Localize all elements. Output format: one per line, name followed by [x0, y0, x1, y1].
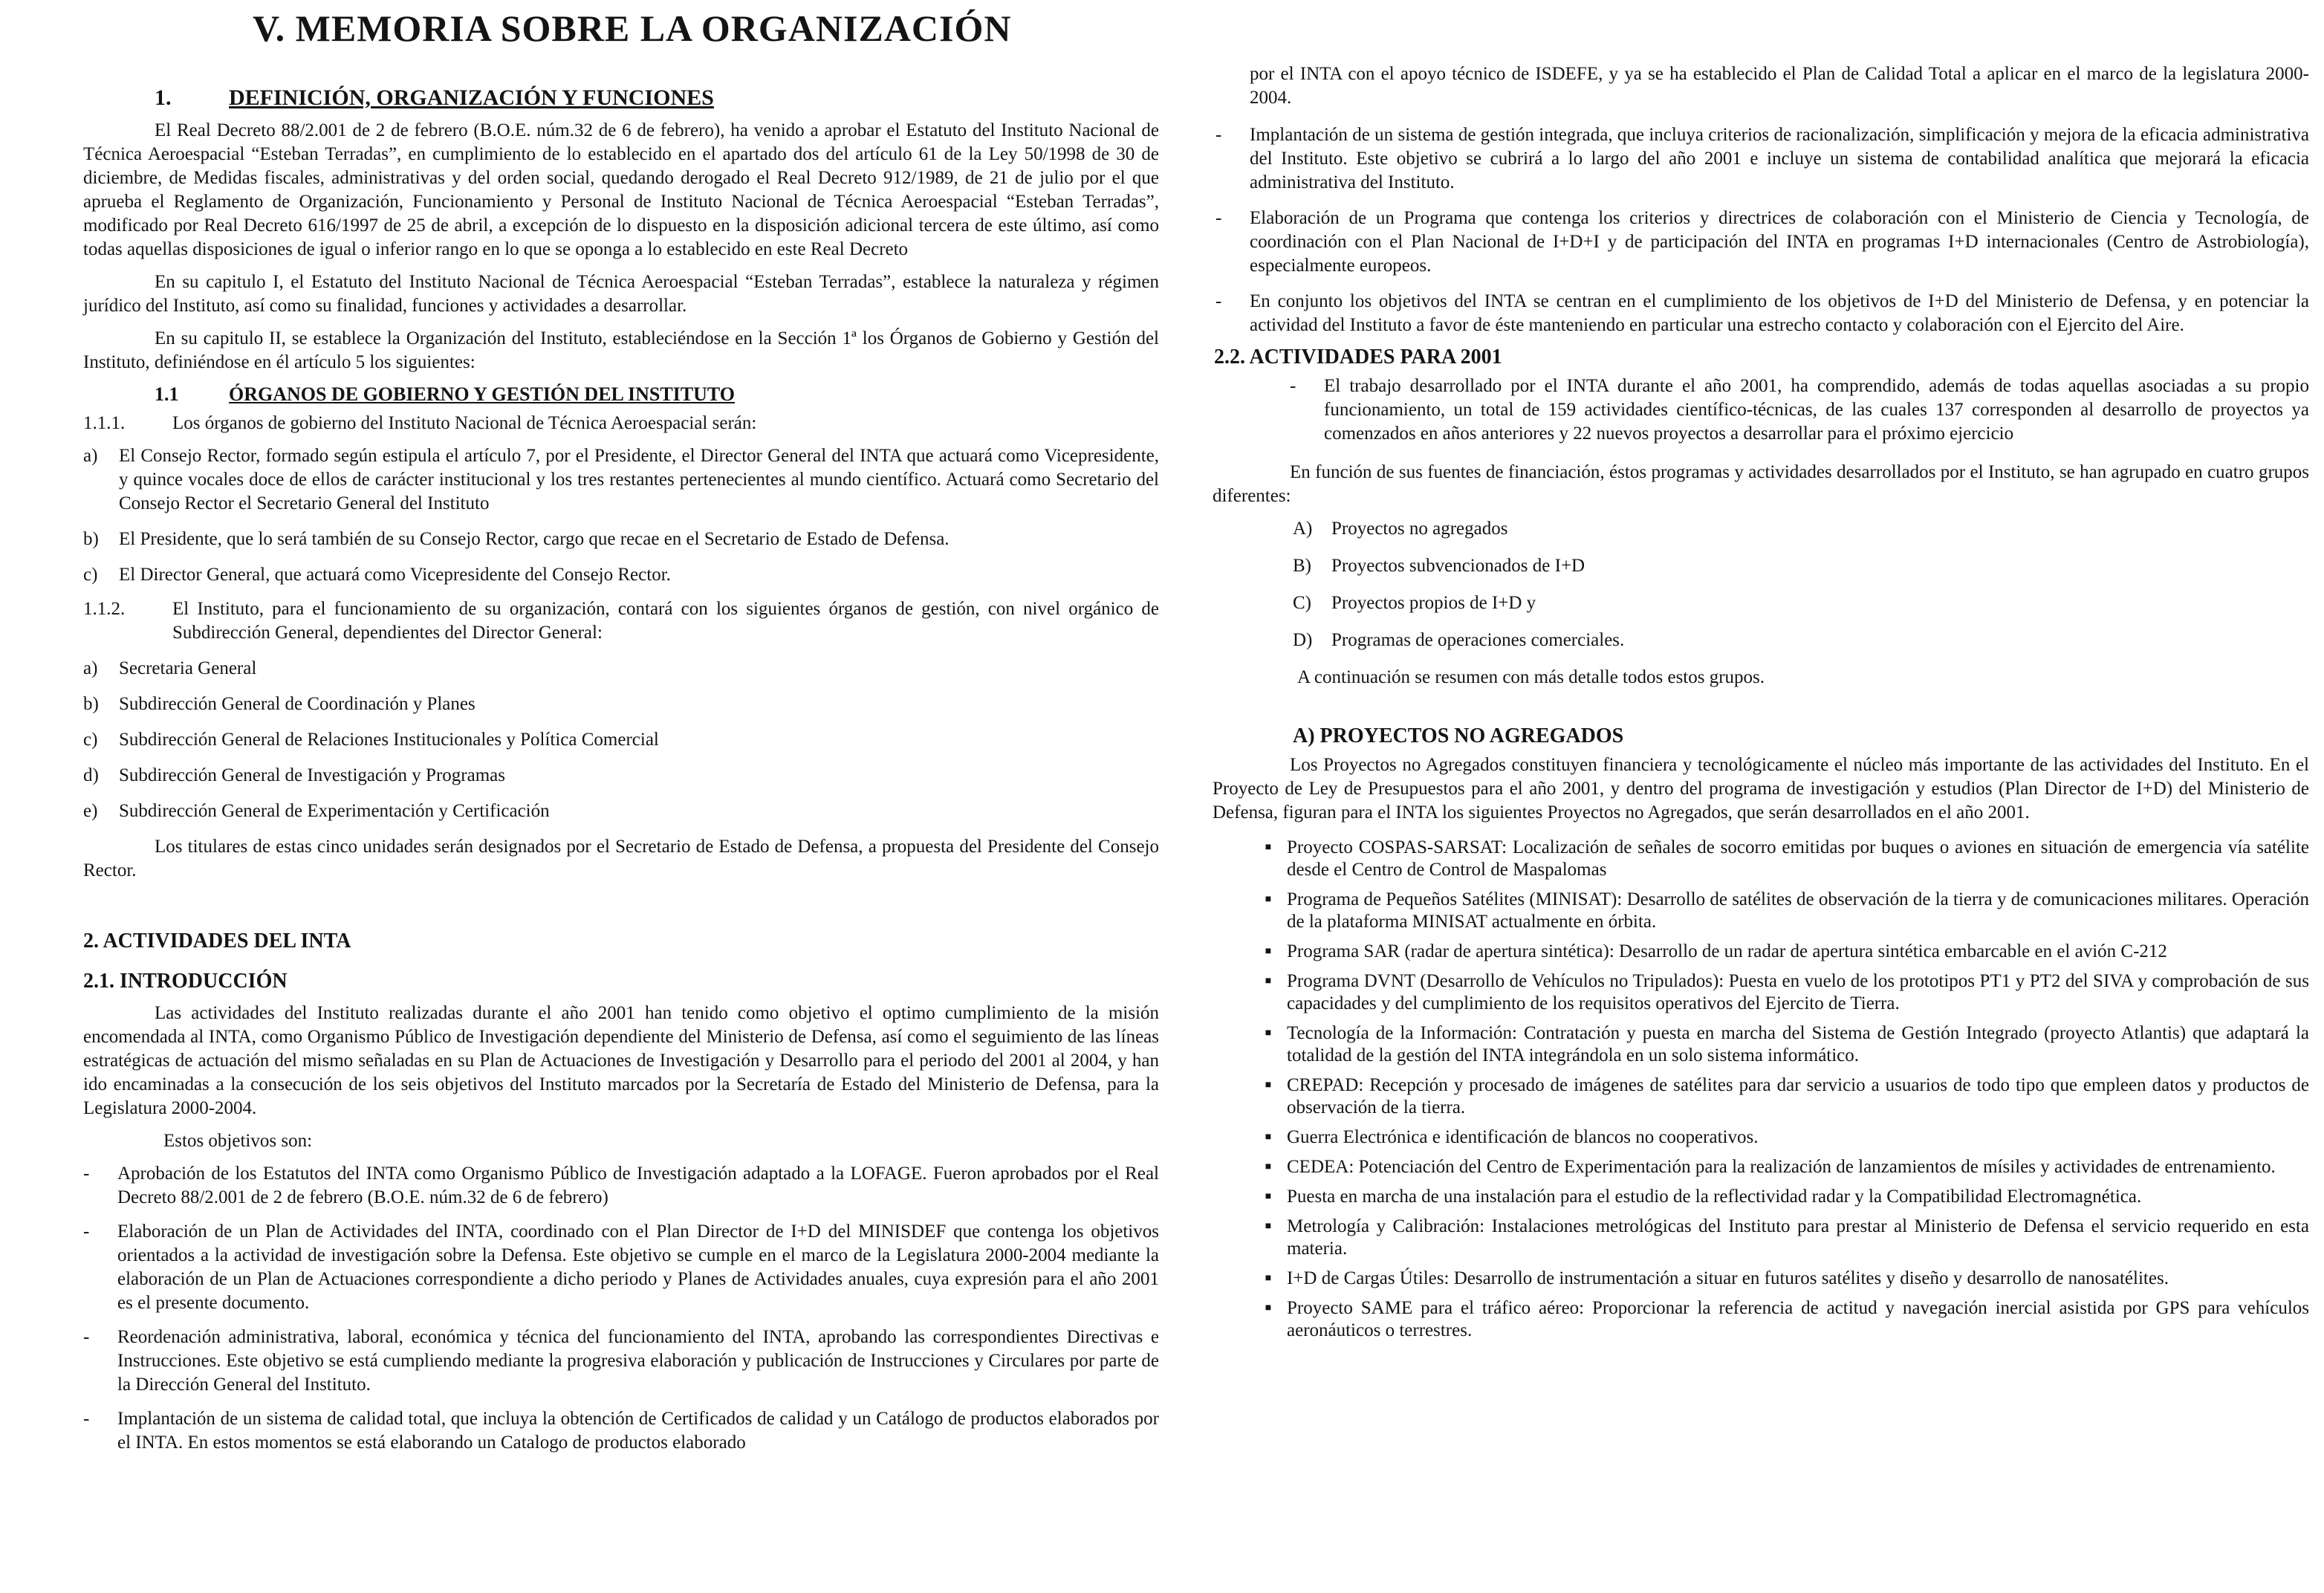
bullet-icon: ■	[1265, 1028, 1272, 1039]
group-marker: C)	[1293, 593, 1311, 613]
project-list-item	[1215, 837, 2309, 881]
list-item-mgmt-c	[83, 728, 1159, 752]
dash-marker: -	[1215, 291, 1222, 311]
activities-item	[1215, 374, 2309, 446]
objective-text: por el INTA con el apoyo técnico de ISDEFE, y ya se ha establecido el Plan de Calidad Total a aplicar en el marco de la legislatura 2000-2004.	[1250, 64, 2309, 108]
objective-item	[83, 1162, 1159, 1210]
bullet-icon: ■	[1265, 1191, 1272, 1202]
list-marker: d)	[83, 765, 99, 785]
list-item-mgmt-a	[83, 657, 1159, 681]
project-list-item	[1215, 1074, 2309, 1119]
right-column	[1215, 0, 2309, 1349]
bullet-icon: ■	[1265, 894, 1272, 905]
list-item-mgmt-e	[83, 799, 1159, 823]
group-text: Programas de operaciones comerciales.	[1331, 630, 1625, 650]
objective-item	[1215, 123, 2309, 195]
clause-1-1-2	[83, 597, 1159, 645]
project-list-item	[1215, 1216, 2309, 1260]
group-marker: A)	[1293, 519, 1313, 539]
left-column	[83, 0, 1159, 1455]
project-list-item	[1215, 970, 2309, 1015]
bullet-icon: ■	[1265, 976, 1272, 987]
paragraph-objectives-lead: Estos objetivos son:	[163, 1131, 313, 1151]
objective-text: Reordenación administrativa, laboral, económica y técnica del funcionamiento del INTA, aprobando las correspondientes Directivas e Instrucciones. Este objetivo se está cumpliendo mediante la progresiva elaboración y publicación de Instrucciones y Circulares por parte de la Dirección General del Instituto.	[117, 1327, 1159, 1395]
dash-marker: -	[1215, 208, 1222, 228]
project-text: CEDEA: Potenciación del Centro de Experimentación para la realización de lanzamientos de mísiles y actividades de entrenamiento.	[1287, 1157, 2276, 1177]
page-title: V. MEMORIA SOBRE LA ORGANIZACIÓN	[253, 7, 1012, 49]
bullet-icon: ■	[1265, 1302, 1272, 1314]
dash-marker: -	[1290, 376, 1296, 396]
project-text: Guerra Electrónica e identificación de blancos no cooperativos.	[1287, 1127, 1759, 1147]
paragraph-decree: El Real Decreto 88/2.001 de 2 de febrero (B.O.E. núm.32 de 6 de febrero), ha venido a aprobar el Estatuto del Instituto Nacional de Técnica Aeroespacial “Esteban Terradas”, en cumplimiento de lo establecido en el apartado dos del artículo 61 de la Ley 50/1998 de 30 de diciembre, de Medidas fiscales, administrativas y del orden social, quedando derogado el Real Decreto 912/1989, de 21 de julio por el que aprueba el Reglamento de Organización, Funcionamiento y Personal de Instituto Nacional de Técnica Aeroespacial “Esteban Terradas”, modificado por Real Decreto 616/1997 de 25 de abril, a excepción de lo dispuesto en la disposición adicional tercera de este último, así como todas aquellas disposiciones de igual o inferior rango en lo que se oponga a lo establecido en este Real Decreto	[83, 120, 1159, 259]
paragraph-chapter-1: En su capitulo I, el Estatuto del Instituto Nacional de Técnica Aeroespacial “Esteban Terradas”, establece la naturaleza y régimen jurídico del Instituto, así como su finalidad, funciones y actividades a desarrollar.	[83, 272, 1159, 316]
list-text: Subdirección General de Experimentación y Certificación	[119, 801, 550, 821]
project-text: Proyecto COSPAS-SARSAT: Localización de señales de socorro emitidas por buques o aviones en situación de emergencia vía satélite desde el Centro de Control de Maspalomas	[1287, 837, 2309, 880]
subsection-1-1-heading	[83, 382, 1159, 407]
list-marker: c)	[83, 730, 98, 750]
project-text: Programa DVNT (Desarrollo de Vehículos no Tripulados): Puesta en vuelo de los prototipos PT1 y PT2 del SIVA y comprobación de sus capacidades y del cumplimiento de los requisitos operativos del Ejercito de Tierra.	[1287, 971, 2309, 1013]
activities-text: El trabajo desarrollado por el INTA durante el año 2001, ha comprendido, además de todas aquellas asociadas a su propio funcionamiento, un total de 159 actividades científico-técnicas, de las cuales 137 corresponden al desarrollo de proyectos ya comenzados en años anteriores y 22 nuevos proyectos a desarrollar para el próximo ejercicio	[1324, 376, 2309, 444]
paragraph-projects-intro: Los Proyectos no Agregados constituyen financiera y tecnológicamente el núcleo más importante de las actividades del Instituto. En el Proyecto de Ley de Presupuestos para el año 2001, y dentro del programa de investigación y estudios (Plan Director de I+D) del Ministerio de Defensa, figuran para el INTA los siguientes Proyectos no Agregados, que serán desarrollados en el año 2001.	[1213, 755, 2309, 823]
clause-text: Los órganos de gobierno del Instituto Nacional de Técnica Aeroespacial serán:	[172, 413, 757, 433]
list-item-mgmt-d	[83, 764, 1159, 788]
project-list-item	[1215, 1297, 2309, 1342]
section-1-heading	[83, 83, 1159, 113]
bullet-icon: ■	[1265, 1161, 1272, 1172]
group-a-heading: A) PROYECTOS NO AGREGADOS	[1293, 724, 1624, 747]
objective-item	[1215, 207, 2309, 278]
list-marker: e)	[83, 801, 98, 821]
group-item-c	[1215, 591, 2309, 615]
list-marker: a)	[83, 446, 98, 466]
project-text: CREPAD: Recepción y procesado de imágenes de satélites para dar servicio a usuarios de todo tipo que empleen datos y productos de observación de la tierra.	[1287, 1075, 2309, 1117]
objective-text: En conjunto los objetivos del INTA se centran en el cumplimiento de los objetivos de I+D del Ministerio de Defensa, y en potenciar la actividad del Instituto a favor de éste manteniendo en particular una estrecho contacto y colaboración con el Ejercito del Aire.	[1250, 291, 2309, 335]
subsection-2-1-heading: 2.1. INTRODUCCIÓN	[83, 970, 288, 993]
objective-text: Elaboración de un Programa que contenga los criterios y directrices de colaboración con el Ministerio de Ciencia y Tecnología, de coordinación con el Plan Nacional de I+D+I y de participación del INTA en programas I+D internacionales (Centro de Astrobiología), especialmente europeos.	[1250, 208, 2309, 276]
group-item-a	[1215, 517, 2309, 541]
project-list-item	[1215, 1126, 2309, 1149]
bullet-icon: ■	[1265, 1221, 1272, 1232]
dash-marker: -	[1215, 125, 1222, 145]
section-2-heading: 2. ACTIVIDADES DEL INTA	[83, 929, 351, 953]
list-text: Subdirección General de Coordinación y Planes	[119, 694, 475, 714]
project-text: Metrología y Calibración: Instalaciones metrológicas del Instituto para prestar al Ministerio de Defensa el servicio requerido en esta materia.	[1287, 1216, 2309, 1259]
paragraph-intro: Las actividades del Instituto realizadas durante el año 2001 han tenido como objetivo el optimo cumplimiento de la misión encomendada al INTA, como Organismo Público de Investigación dependiente del Ministerio de Defensa, así como el seguimiento de las líneas estratégicas de actuación del mismo señaladas en su Plan de Actuaciones de Investigación y Desarrollo para el periodo del 2001 al 2004, y han ido encaminadas a la consecución de los seis objetivos del Instituto marcados por la Secretaría de Estado del Ministerio de Defensa, para la Legislatura 2000-2004.	[83, 1003, 1159, 1118]
group-marker: B)	[1293, 556, 1311, 576]
subsection-2-2-heading: 2.2. ACTIVIDADES PARA 2001	[1214, 345, 1502, 369]
list-marker: a)	[83, 658, 98, 678]
paragraph-summary: A continuación se resumen con más detalle todos estos grupos.	[1297, 667, 1765, 687]
list-marker: b)	[83, 529, 99, 549]
group-text: Proyectos no agregados	[1331, 519, 1508, 539]
section-1-title: DEFINICIÓN, ORGANIZACIÓN Y FUNCIONES	[229, 85, 714, 110]
list-text: El Director General, que actuará como Vicepresidente del Consejo Rector.	[119, 565, 671, 585]
objective-item	[1215, 290, 2309, 337]
project-text: Proyecto SAME para el tráfico aéreo: Proporcionar la referencia de actitud y navegación inercial asistida por GPS para vehículos aeronáuticos o terrestres.	[1287, 1298, 2309, 1340]
bullet-icon: ■	[1265, 946, 1272, 957]
group-marker: D)	[1293, 630, 1313, 650]
list-marker: b)	[83, 694, 99, 714]
objective-text: Aprobación de los Estatutos del INTA como Organismo Público de Investigación adaptado a la LOFAGE. Fueron aprobados por el Real Decreto 88/2.001 de 2 de febrero (B.O.E. núm.32 de 6 de febrero)	[117, 1164, 1159, 1207]
dash-marker: -	[83, 1164, 90, 1184]
objective-text: Implantación de un sistema de calidad total, que incluya la obtención de Certificados de calidad y un Catálogo de productos elaborados por el INTA. En estos momentos se está elaborando un Catalogo de productos elaborado	[117, 1409, 1159, 1453]
bullet-icon: ■	[1265, 1080, 1272, 1091]
project-list-item	[1215, 1022, 2309, 1067]
objective-continuation	[1215, 62, 2309, 110]
projects-list	[1215, 837, 2309, 1342]
project-text: Programa de Pequeños Satélites (MINISAT): Desarrollo de satélites de observación de la tierra y de comunicaciones militares. Operación de la plataforma MINISAT actualmente en órbita.	[1287, 889, 2309, 932]
paragraph-chapter-2: En su capitulo II, se establece la Organización del Instituto, estableciéndose en la Sección 1ª los Órganos de Gobierno y Gestión del Instituto, definiéndose en él artículo 5 los siguientes:	[83, 328, 1159, 372]
clause-1-1-1	[83, 412, 1159, 435]
group-text: Proyectos propios de I+D y	[1331, 593, 1536, 613]
bullet-icon: ■	[1265, 842, 1272, 853]
project-text: I+D de Cargas Útiles: Desarrollo de instrumentación a situar en futuros satélites y diseño y desarrollo de nanosatélites.	[1287, 1268, 2169, 1288]
bullet-icon: ■	[1265, 1132, 1272, 1143]
objective-text: Implantación de un sistema de gestión integrada, que incluya criterios de racionalización, simplificación y mejora de la eficacia administrativa del Instituto. Este objetivo se cubrirá a lo largo del año 2001 e incluye un sistema de contabilidad analítica que mejorará la eficacia administrativa del Instituto.	[1250, 125, 2309, 192]
project-list-item	[1215, 889, 2309, 933]
objective-item	[83, 1326, 1159, 1397]
objective-item	[83, 1220, 1159, 1315]
project-text: Puesta en marcha de una instalación para el estudio de la reflectividad radar y la Compatibilidad Electromagnética.	[1287, 1187, 2142, 1207]
group-text: Proyectos subvencionados de I+D	[1331, 556, 1585, 576]
dash-marker: -	[83, 1221, 90, 1242]
project-list-item	[1215, 1268, 2309, 1290]
group-item-b	[1215, 554, 2309, 578]
bullet-icon: ■	[1265, 1273, 1272, 1284]
list-item-gov-c	[83, 563, 1159, 587]
project-list-item	[1215, 1186, 2309, 1208]
paragraph-titulares: Los titulares de estas cinco unidades serán designados por el Secretario de Estado de Defensa, a propuesta del Presidente del Consejo Rector.	[83, 837, 1159, 880]
clause-number: 1.1.2.	[83, 599, 126, 619]
list-text: El Presidente, que lo será también de su Consejo Rector, cargo que recae en el Secretario de Estado de Defensa.	[119, 529, 950, 549]
list-text: Secretaria General	[119, 658, 257, 678]
list-text: El Consejo Rector, formado según estipula el artículo 7, por el Presidente, el Director General del INTA que actuará como Vicepresidente, y quince vocales doce de ellos de carácter institucional y los tres restantes pertenecientes al mundo científico. Actuará como Secretario del Consejo Rector el Secretario General del Instituto	[119, 446, 1159, 513]
list-item-mgmt-b	[83, 692, 1159, 716]
list-marker: c)	[83, 565, 98, 585]
clause-number: 1.1.1.	[83, 413, 126, 433]
project-list-item	[1215, 941, 2309, 963]
project-text: Tecnología de la Información: Contratación y puesta en marcha del Sistema de Gestión Integrado (proyecto Atlantis) que adaptará la totalidad de la gestión del INTA integrándola en un solo sistema informático.	[1287, 1023, 2309, 1065]
project-text: Programa SAR (radar de apertura sintética): Desarrollo de un radar de apertura sintética embarcable en el avión C-212	[1287, 941, 2167, 961]
list-text: Subdirección General de Relaciones Institucionales y Política Comercial	[119, 730, 659, 750]
list-item-gov-b	[83, 528, 1159, 551]
subsection-title: ÓRGANOS DE GOBIERNO Y GESTIÓN DEL INSTITUTO	[229, 383, 735, 405]
dash-marker: -	[83, 1409, 90, 1429]
section-1-number: 1.	[155, 85, 172, 110]
subsection-number: 1.1	[155, 383, 179, 405]
project-list-item	[1215, 1156, 2309, 1178]
paragraph-funding: En función de sus fuentes de financiación, éstos programas y actividades desarrollados por el Instituto, se han agrupado en cuatro grupos diferentes:	[1213, 462, 2309, 506]
dash-marker: -	[83, 1327, 90, 1347]
objective-text: Elaboración de un Plan de Actividades del INTA, coordinado con el Plan Director de I+D del MINISDEF que contenga los objetivos orientados a la actividad de investigación sobre la Defensa. Este objetivo se cumple en el marco de la Legislatura 2000-2004 mediante la elaboración de un Plan de Actuaciones correspondiente a dicho periodo y Planes de Actividades anuales, cuya expresión para el año 2001 es el presente documento.	[117, 1221, 1159, 1313]
list-text: Subdirección General de Investigación y Programas	[119, 765, 505, 785]
list-item-gov-a	[83, 444, 1159, 516]
objective-item	[83, 1407, 1159, 1455]
clause-text: El Instituto, para el funcionamiento de su organización, contará con los siguientes órganos de gestión, con nivel orgánico de Subdirección General, dependientes del Director General:	[172, 599, 1159, 643]
group-item-d	[1215, 629, 2309, 652]
